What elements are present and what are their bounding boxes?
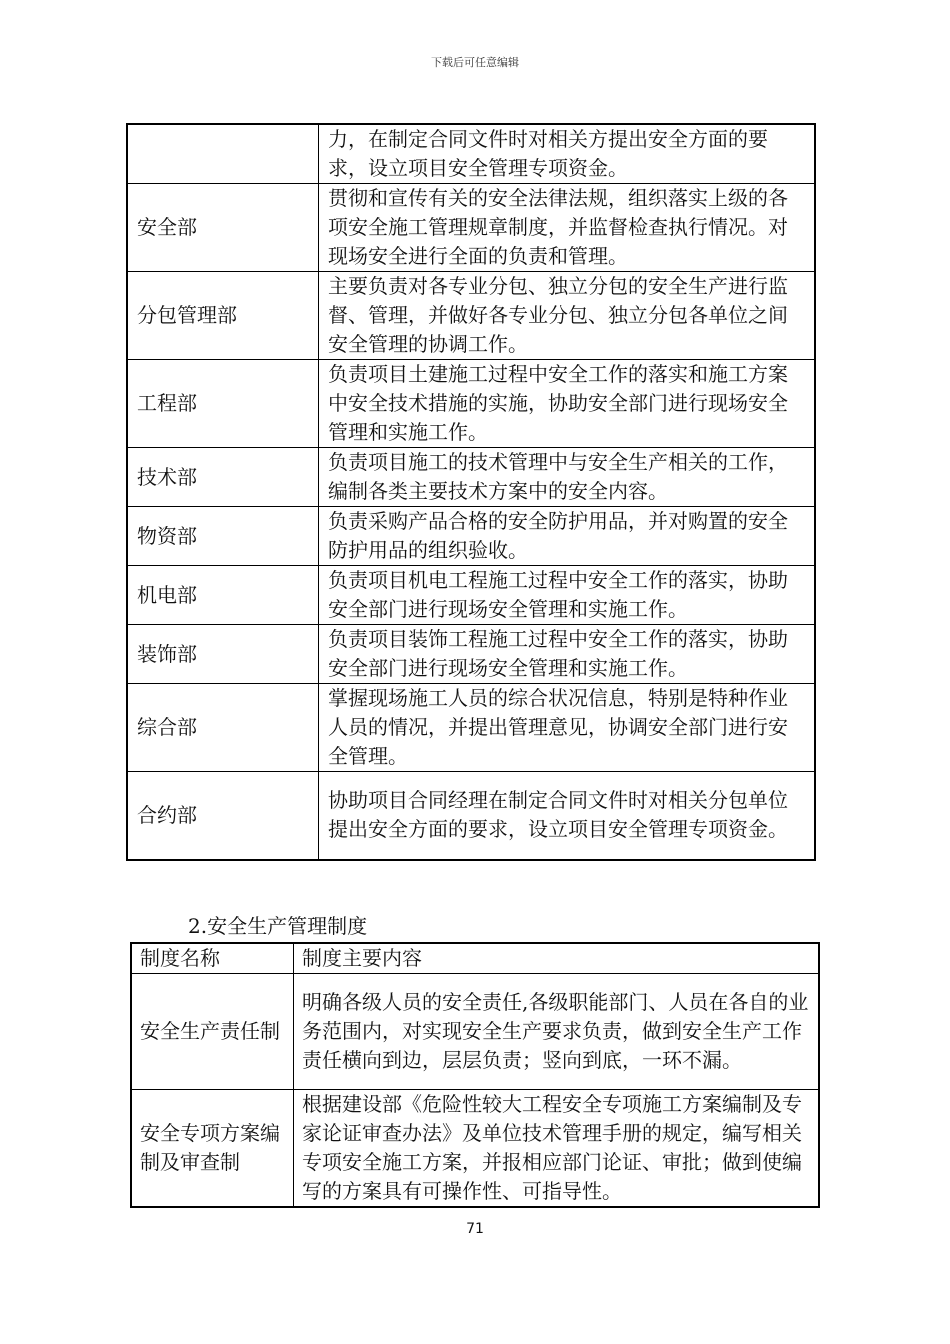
- department-name: 综合部: [127, 684, 319, 772]
- table-row: [127, 448, 815, 507]
- department-duty: 负责项目土建施工过程中安全工作的落实和施工方案中安全技术措施的实施，协助安全部门进行现场安全管理和实施工作。: [319, 360, 816, 448]
- department-duty: 主要负责对各专业分包、独立分包的安全生产进行监督、管理，并做好各专业分包、独立分包各单位之间安全管理的协调工作。: [319, 272, 816, 360]
- section-title: 2.安全生产管理制度: [188, 914, 368, 938]
- system-content: 明确各级人员的安全责任,各级职能部门、人员在各自的业务范围内，对实现安全生产要求负责，做到安全生产工作责任横向到边，层层负责；竖向到底，一环不漏。: [294, 974, 820, 1090]
- department-duty: 力，在制定合同文件时对相关方提出安全方面的要求，设立项目安全管理专项资金。: [319, 124, 816, 184]
- department-duty: 协助项目合同经理在制定合同文件时对相关分包单位提出安全方面的要求，设立项目安全管理专项资金。: [319, 772, 816, 860]
- department-name: 物资部: [127, 507, 319, 566]
- department-name: 机电部: [127, 566, 319, 625]
- table-row: [127, 272, 815, 360]
- department-name: 装饰部: [127, 625, 319, 684]
- table-row: [127, 566, 815, 625]
- department-duty: 负责采购产品合格的安全防护用品，并对购置的安全防护用品的组织验收。: [319, 507, 816, 566]
- table-row: [127, 124, 815, 184]
- table-row: [131, 974, 819, 1090]
- table-row: [127, 360, 815, 448]
- system-content: 根据建设部《危险性较大工程安全专项施工方案编制及专家论证审查办法》及单位技术管理手册的规定，编写相关专项安全施工方案，并报相应部门论证、审批；做到使编写的方案具有可操作性、可指导性。: [294, 1090, 820, 1208]
- system-name: 安全生产责任制: [131, 974, 294, 1090]
- department-name: 分包管理部: [127, 272, 319, 360]
- table-row: [127, 184, 815, 272]
- department-name: 合约部: [127, 772, 319, 860]
- department-duty: 掌握现场施工人员的综合状况信息，特别是特种作业人员的情况，并提出管理意见，协调安全部门进行安全管理。: [319, 684, 816, 772]
- department-name: [127, 124, 319, 184]
- department-name: 工程部: [127, 360, 319, 448]
- table-row: [127, 772, 815, 860]
- page-header: 下载后可任意编辑: [431, 56, 519, 69]
- table-row: [131, 1090, 819, 1208]
- department-name: 技术部: [127, 448, 319, 507]
- table-row: [127, 684, 815, 772]
- column-header-content: 制度主要内容: [294, 943, 820, 974]
- page-number: 71: [466, 1221, 484, 1237]
- department-duty: 负责项目施工的技术管理中与安全生产相关的工作，编制各类主要技术方案中的安全内容。: [319, 448, 816, 507]
- table-row: [127, 625, 815, 684]
- system-name: 安全专项方案编制及审查制: [131, 1090, 294, 1208]
- safety-system-table: [130, 942, 820, 1208]
- department-duty-table: [126, 123, 816, 861]
- department-duty: 负责项目机电工程施工过程中安全工作的落实，协助安全部门进行现场安全管理和实施工作。: [319, 566, 816, 625]
- department-duty: 贯彻和宣传有关的安全法律法规，组织落实上级的各项安全施工管理规章制度，并监督检查执行情况。对现场安全进行全面的负责和管理。: [319, 184, 816, 272]
- department-duty: 负责项目装饰工程施工过程中安全工作的落实，协助安全部门进行现场安全管理和实施工作。: [319, 625, 816, 684]
- table-row: [127, 507, 815, 566]
- column-header-name: 制度名称: [131, 943, 294, 974]
- table-header-row: [131, 943, 819, 974]
- department-name: 安全部: [127, 184, 319, 272]
